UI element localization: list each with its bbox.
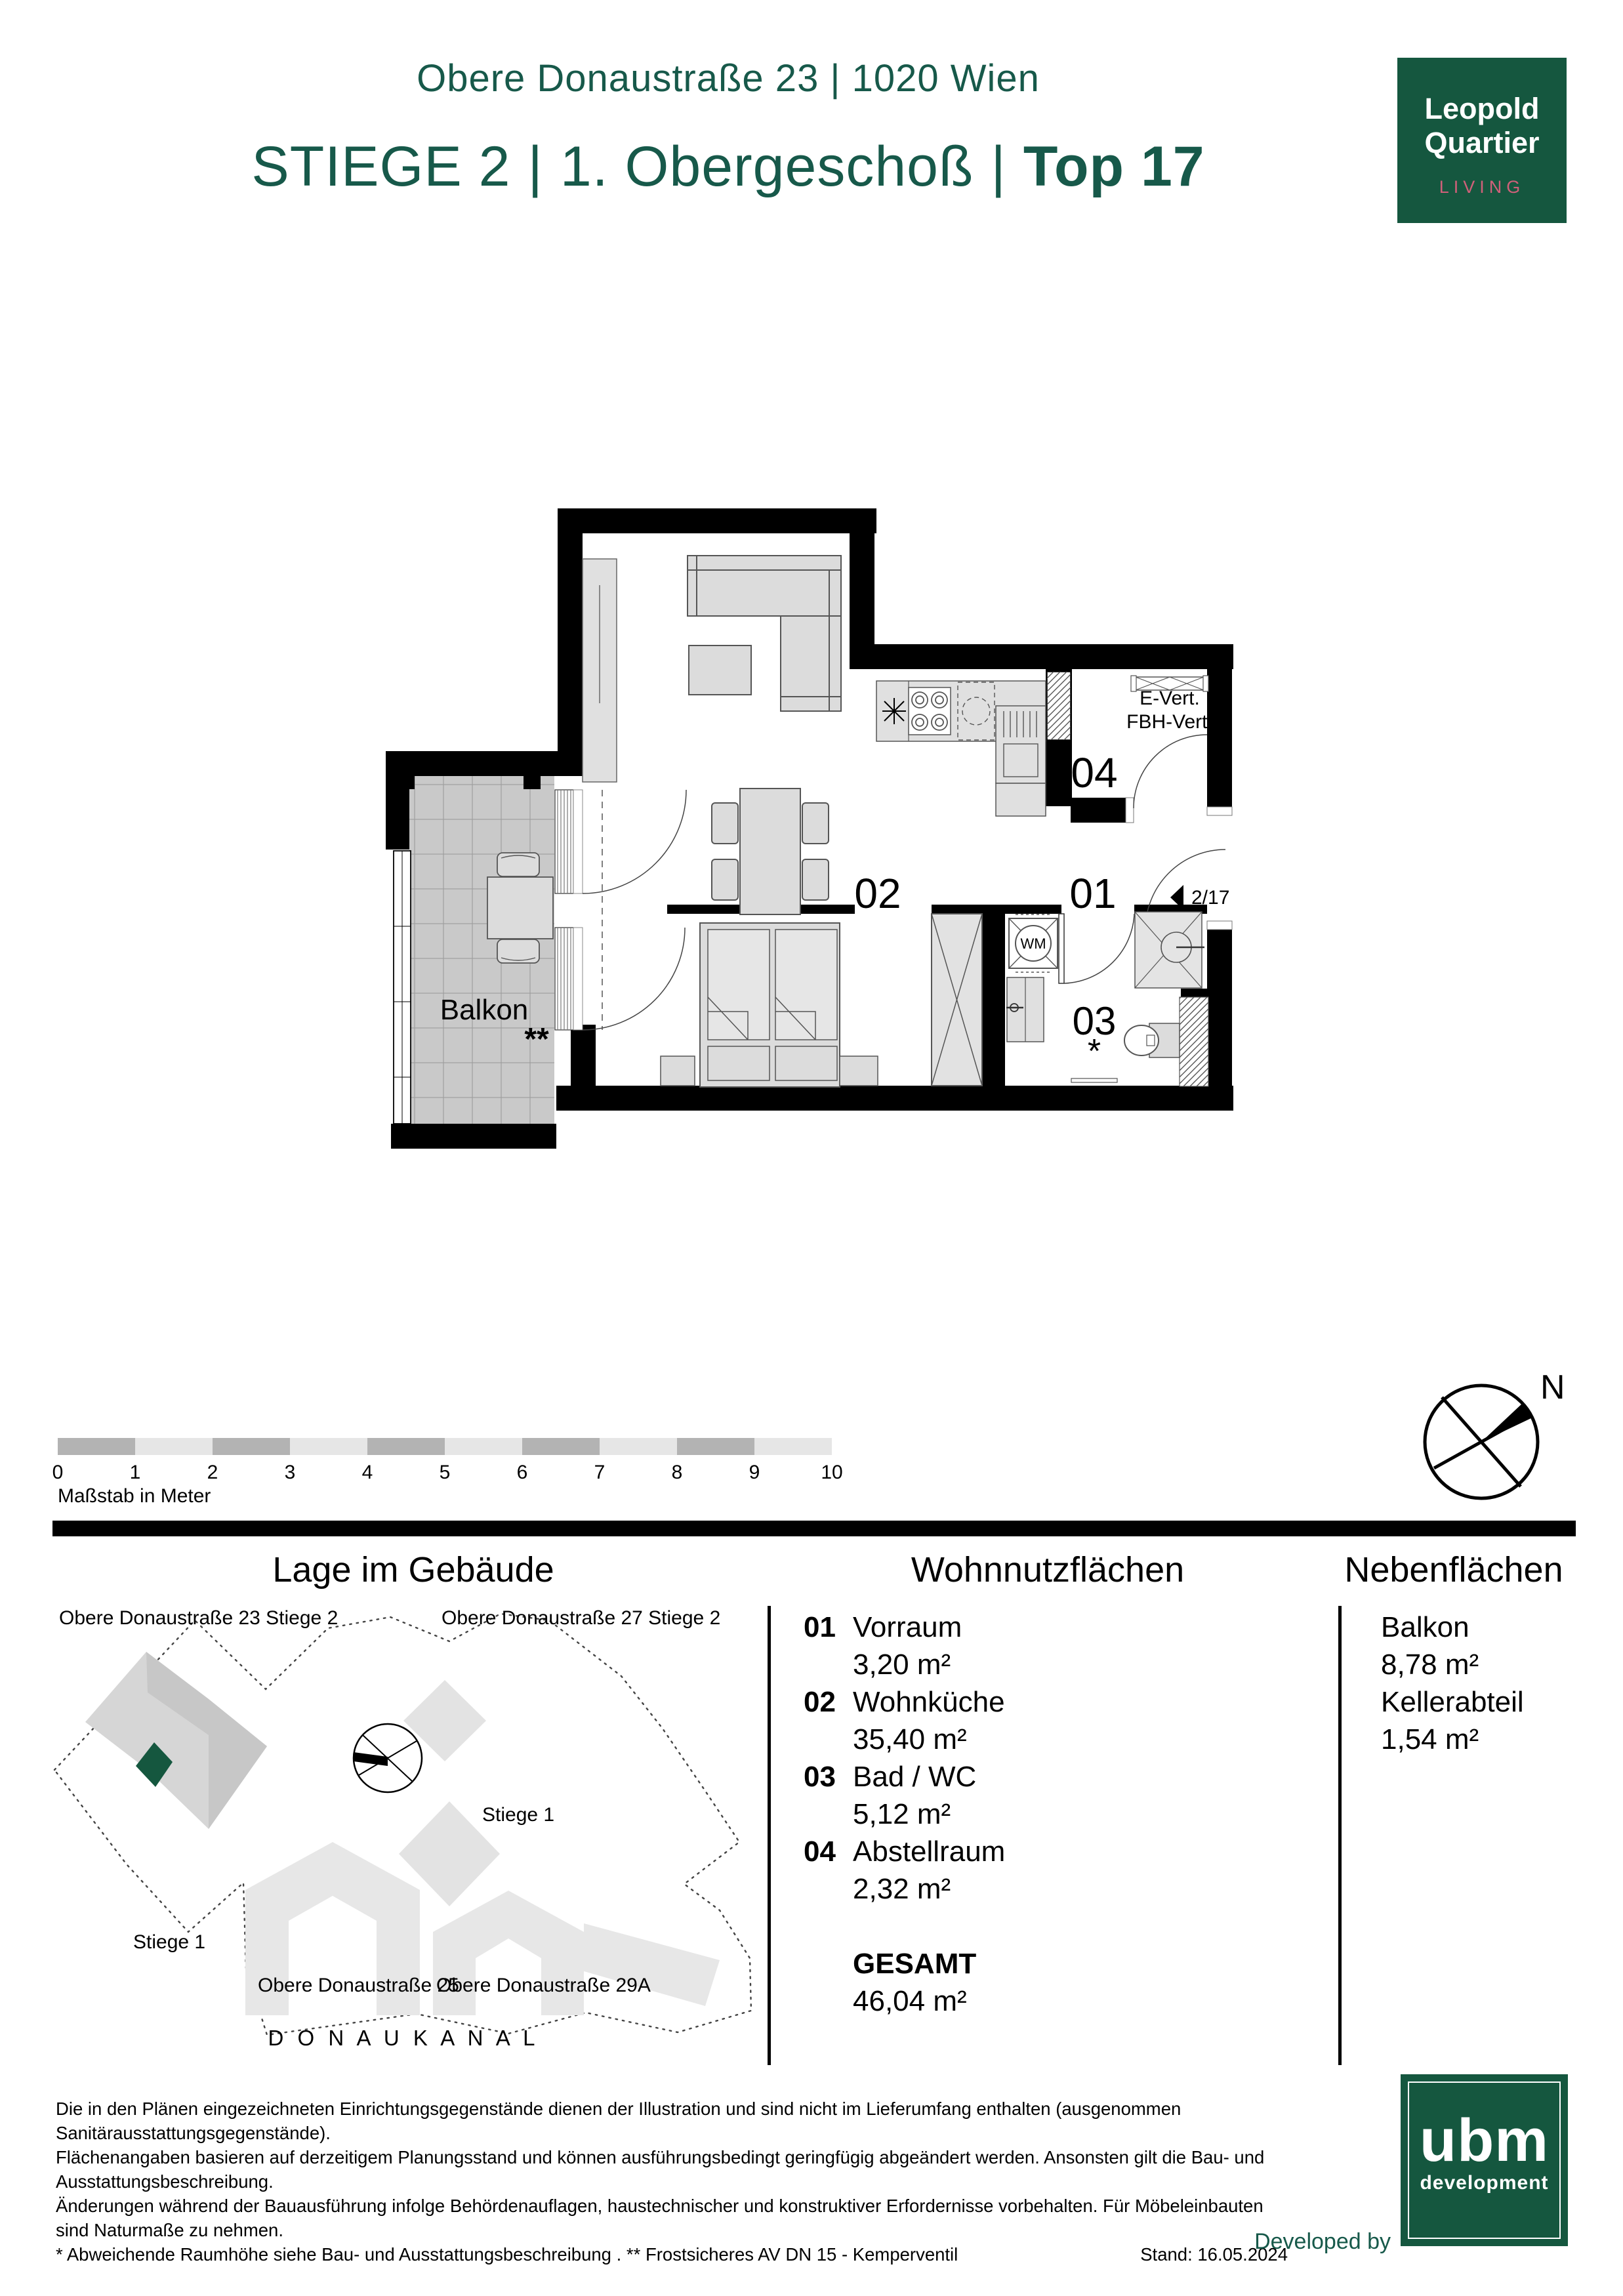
leopold-quartier-logo xyxy=(1397,58,1567,223)
area-list xyxy=(804,1609,1302,2020)
compass-north: N xyxy=(1540,1368,1565,1406)
unit-title xyxy=(157,134,1299,199)
developed-by: Developed by xyxy=(1254,2229,1391,2254)
brand-line1: Leopold xyxy=(1424,92,1540,125)
wm-label: WM xyxy=(1020,935,1046,952)
site-title: Lage im Gebäude xyxy=(272,1550,554,1589)
room-no: 03 xyxy=(804,1761,836,1793)
site-stiege1-right: Stiege 1 xyxy=(482,1804,555,1826)
area-row xyxy=(804,1758,1302,1795)
entry-door-number: 2/17 xyxy=(1191,887,1230,909)
room-area: 35,40 m² xyxy=(853,1723,967,1755)
site-stiege1-left: Stiege 1 xyxy=(133,1931,206,1953)
dining-set xyxy=(712,789,829,914)
list-divider-right xyxy=(1338,1606,1342,2065)
aux-area: 1,54 m² xyxy=(1381,1723,1479,1755)
scale-tick: 10 xyxy=(821,1462,843,1483)
site-label-25: Obere Donaustraße 25 xyxy=(258,1975,459,1996)
section-divider xyxy=(52,1521,1576,1536)
room-03-label: 03 xyxy=(1072,999,1117,1043)
site-plan xyxy=(49,1601,758,2070)
room-name: Bad / WC xyxy=(853,1761,977,1793)
room-no: 04 xyxy=(804,1835,836,1868)
scale-bar xyxy=(58,1438,832,1455)
room-no: 02 xyxy=(804,1686,836,1718)
area-row xyxy=(804,1833,1302,1870)
ubm-sub: development xyxy=(1420,2172,1549,2194)
scale-tick: 6 xyxy=(516,1462,528,1483)
ubm-logo xyxy=(1401,2074,1568,2246)
aux-list xyxy=(1381,1609,1578,1758)
top-number: Top 17 xyxy=(1023,135,1205,198)
page-header xyxy=(157,56,1299,199)
footer-line: Änderungen während der Bauausführung infolge Behördenauflagen, haustechnischer und konstruktiver Erfordernisse vorbehalten. Für Möbeleinbauten sind Naturmaße zu nehmen. xyxy=(56,2196,1263,2240)
evert-label: E-Vert. xyxy=(1140,687,1200,709)
stiege-label: STIEGE 2 xyxy=(251,135,511,198)
donaukanal-label: D O N A U K A N A L xyxy=(268,2026,539,2050)
brand-line3: LIVING xyxy=(1439,177,1525,197)
room-02-label: 02 xyxy=(854,870,901,917)
scale-tick: 5 xyxy=(439,1462,451,1483)
scale-tick: 8 xyxy=(671,1462,683,1483)
separator: | xyxy=(991,135,1006,198)
balkon-label: Balkon xyxy=(440,994,529,1026)
list-divider-left xyxy=(768,1606,771,2065)
kitchen xyxy=(876,681,1046,816)
room-name: Vorraum xyxy=(853,1611,962,1643)
window-band xyxy=(583,559,617,782)
scale-tick: 1 xyxy=(129,1462,141,1483)
scale-tick: 3 xyxy=(284,1462,296,1483)
room-name: Wohnküche xyxy=(853,1686,1005,1718)
room-04-label: 04 xyxy=(1071,749,1118,796)
double-bed xyxy=(661,923,878,1087)
balkon-double-star: ** xyxy=(524,1022,549,1057)
balcony-railing xyxy=(394,851,411,1124)
compass xyxy=(1416,1364,1573,1512)
scale-tick: 0 xyxy=(52,1462,64,1483)
footer-disclaimer xyxy=(56,2097,1288,2266)
scale-tick: 9 xyxy=(749,1462,760,1483)
areas-title: Wohnnutzflächen xyxy=(911,1550,1185,1589)
balcony-doors xyxy=(555,790,686,1030)
address-line: Obere Donaustraße 23 | 1020 Wien xyxy=(417,57,1040,100)
scale-caption: Maßstab in Meter xyxy=(58,1485,211,1507)
floorplan-drawing xyxy=(386,506,1233,1155)
area-row xyxy=(804,1609,1302,1646)
room-01-label: 01 xyxy=(1069,870,1117,917)
ubm-logo-frame xyxy=(1408,2081,1561,2239)
room-area: 3,20 m² xyxy=(853,1649,951,1681)
sink-icon xyxy=(882,698,906,724)
footer-line: Flächenangaben basieren auf derzeitigem Planungsstand und können ausführungsbedingt geringfügig abgeändert werden. Ansonsten gilt die Bau- und Ausstattungsbeschreibung. xyxy=(56,2147,1265,2192)
site-label-27: Obere Donaustraße 27 Stiege 2 xyxy=(442,1607,721,1629)
brand-line2: Quartier xyxy=(1424,126,1540,159)
room-03-star: * xyxy=(1087,1033,1101,1071)
separator: | xyxy=(527,135,543,198)
footer-line xyxy=(56,2242,1288,2266)
coffee-table xyxy=(689,646,751,695)
room-no: 01 xyxy=(804,1611,836,1643)
stove xyxy=(909,687,951,735)
total-area: 46,04 m² xyxy=(853,1985,967,2017)
towel-rail xyxy=(1071,1078,1117,1082)
scale-tick: 2 xyxy=(207,1462,218,1483)
room-name: Abstellraum xyxy=(853,1835,1006,1868)
scale-tick: 4 xyxy=(361,1462,373,1483)
aux-area: 8,78 m² xyxy=(1381,1649,1479,1681)
aux-name: Balkon xyxy=(1381,1611,1469,1643)
ubm-wordmark: ubm xyxy=(1419,2107,1550,2174)
room-area: 5,12 m² xyxy=(853,1798,951,1830)
floor-label: 1. Obergeschoß xyxy=(560,135,974,198)
room-area: 2,32 m² xyxy=(853,1873,951,1905)
area-row xyxy=(804,1683,1302,1721)
site-compass-icon xyxy=(354,1724,422,1792)
stand-date: Stand: 16.05.2024 xyxy=(1140,2244,1288,2265)
scale-tick: 7 xyxy=(594,1462,606,1483)
aux-name: Kellerabteil xyxy=(1381,1686,1524,1718)
total-label: GESAMT xyxy=(853,1948,977,1980)
aux-title: Nebenflächen xyxy=(1344,1550,1563,1589)
footer-line: Die in den Plänen eingezeichneten Einrichtungsgegenstände dienen der Illustration und sind nicht im Lieferumfang enthalten (ausgenommen Sanitärausstattungsgegenstände). xyxy=(56,2099,1181,2143)
fbhvert-label: FBH-Vert. xyxy=(1126,711,1213,733)
footer-notes: * Abweichende Raumhöhe siehe Bau- und Ausstattungsbeschreibung . ** Frostsicheres AV DN 15 - Kemperventil xyxy=(56,2244,958,2265)
site-label-23: Obere Donaustraße 23 Stiege 2 xyxy=(59,1607,339,1629)
building-shapes xyxy=(85,1652,720,2015)
site-label-29a: Obere Donaustraße 29A xyxy=(436,1975,651,1996)
wardrobe xyxy=(932,914,982,1086)
